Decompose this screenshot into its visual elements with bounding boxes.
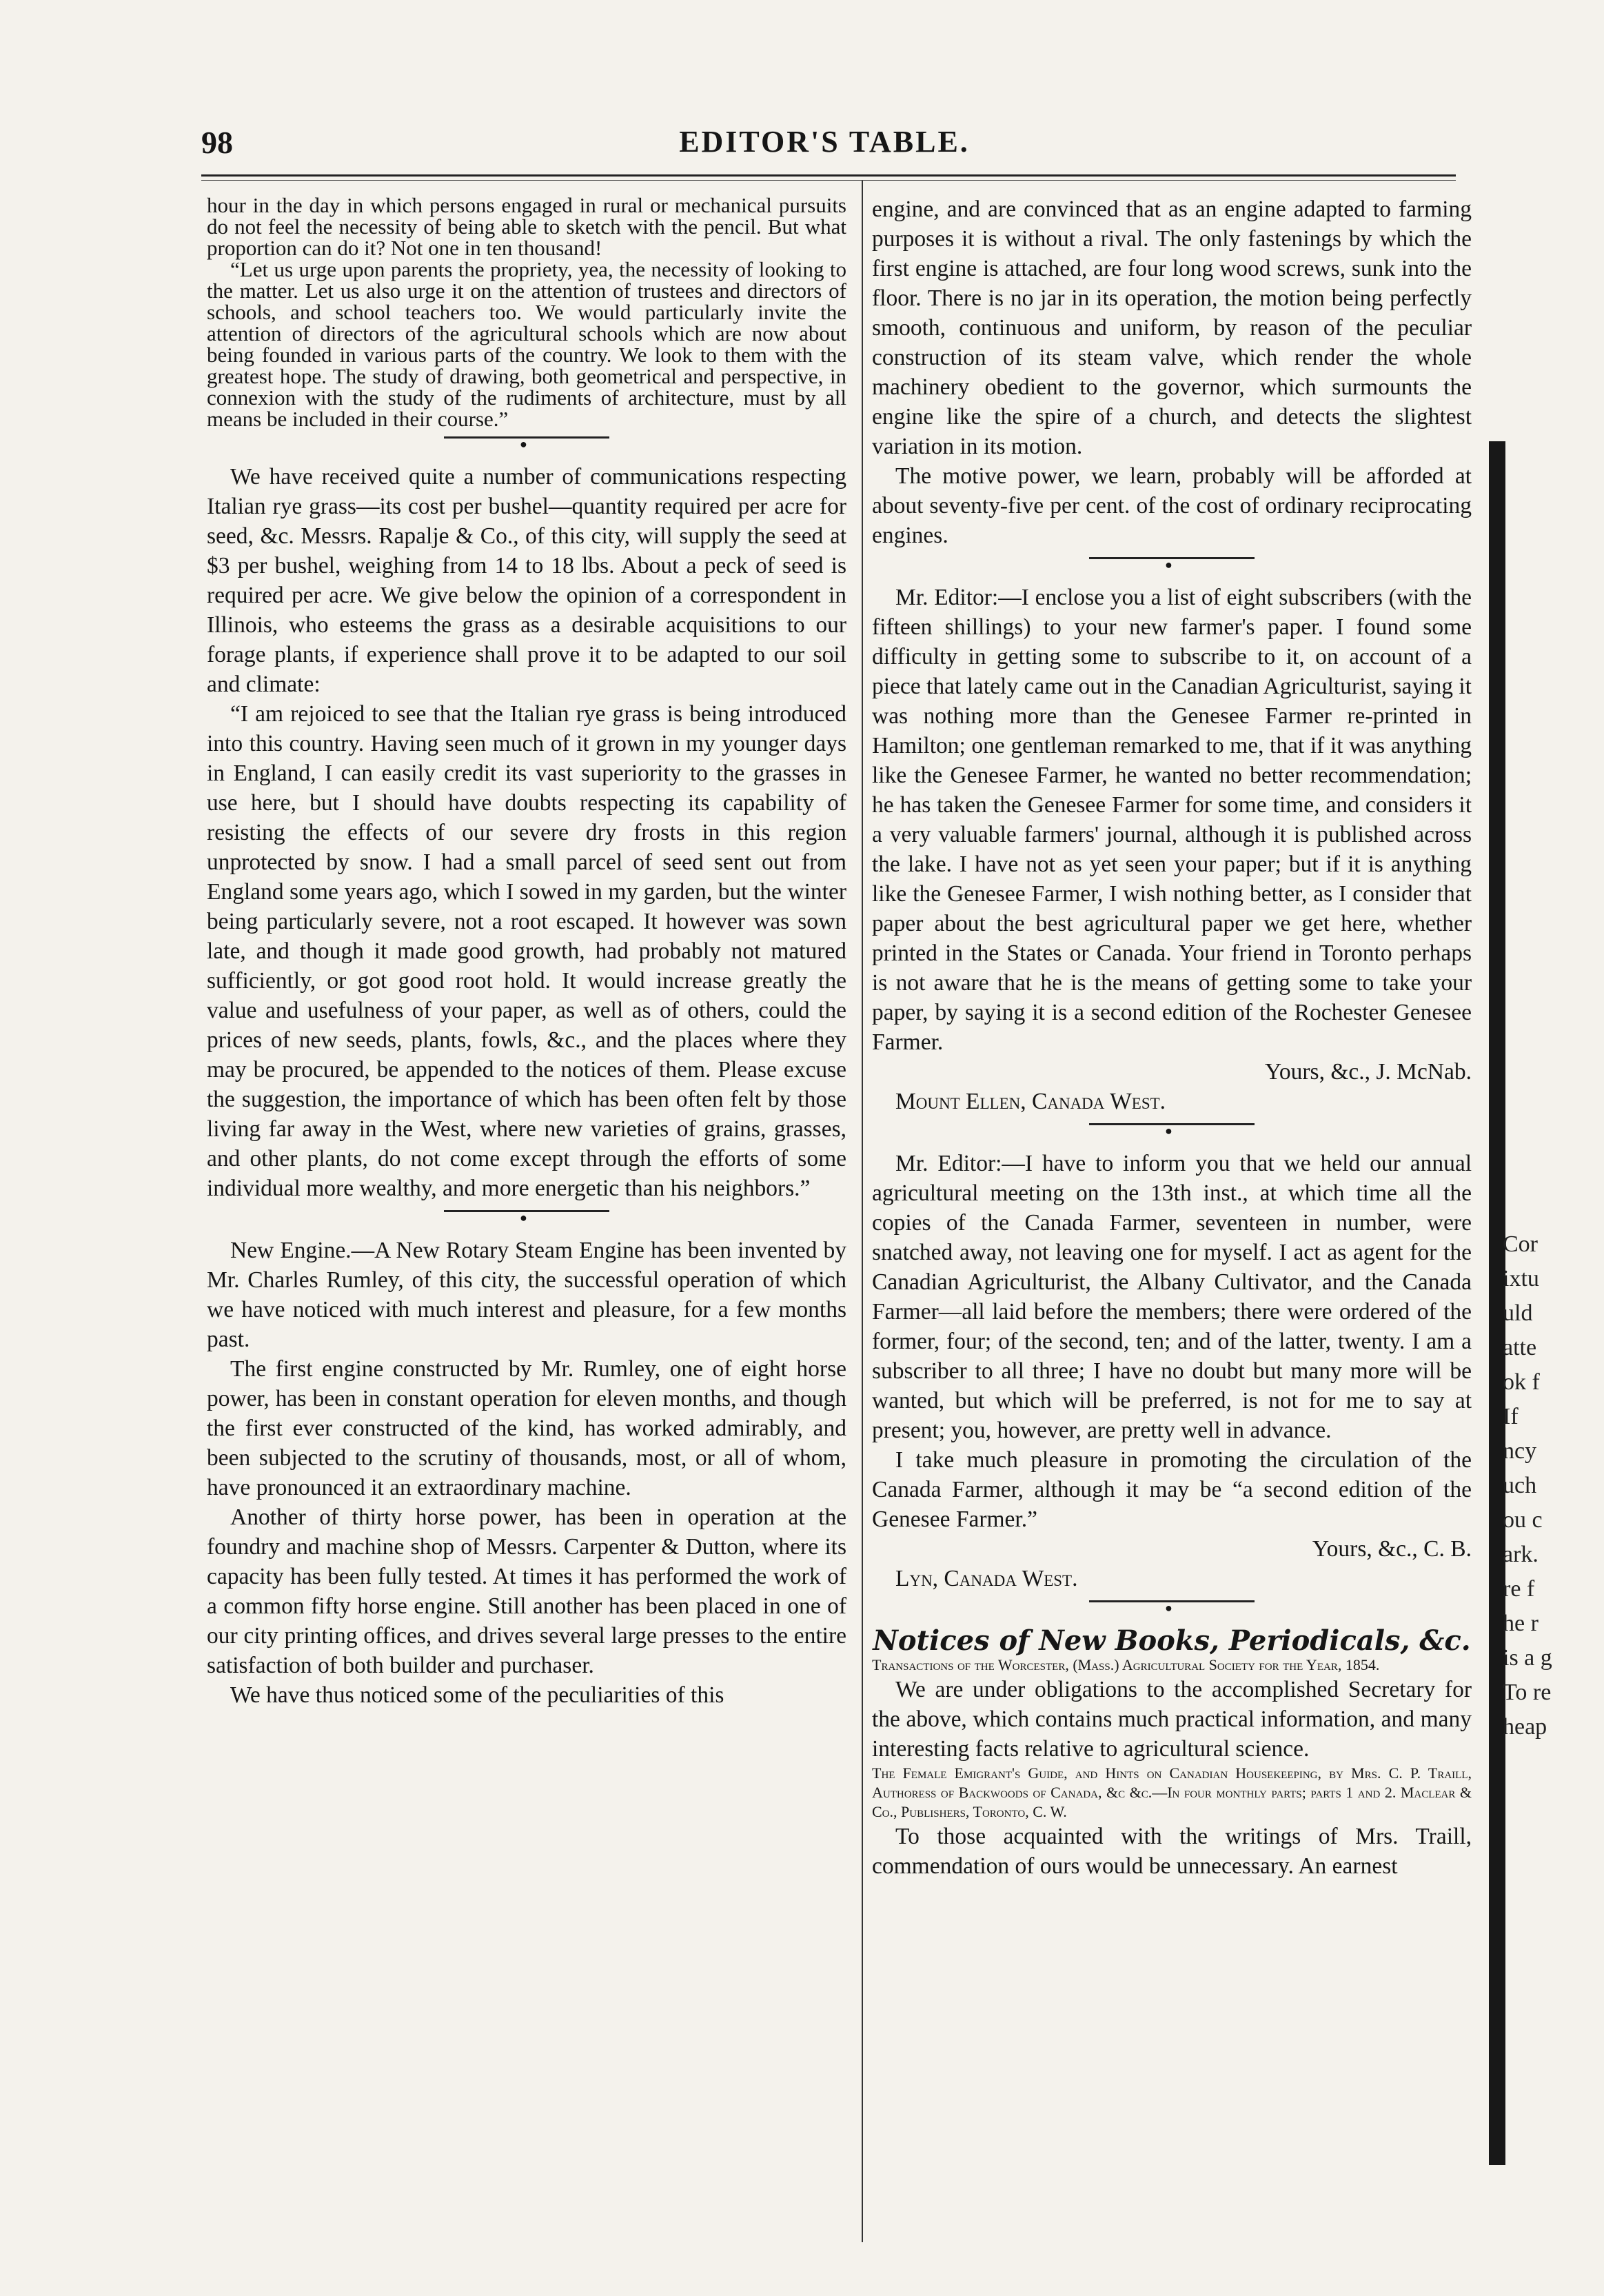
margin-fragment: ou c (1503, 1507, 1543, 1533)
new-engine-third: We have thus noticed some of the peculiarities of this (230, 1682, 724, 1708)
margin-fragment: ok f (1503, 1369, 1540, 1395)
letter-mcnab: Mr. Editor:—I enclose you a list of eight subscribers (with the fifteen shillings) to your new farmer's paper. I found some difficulty in getting some to subscribe to it, on account of a piece that lately came out in the Canadian Agriculturist, saying it was nothing more than the Genesee Farmer re-printed in Hamilton; one gentleman remarked to me, that if it was anything like the Genesee Farmer, he wanted no better recommendation; he has taken the Genesee Farmer for some time, and considers it a very valuable farmers' journal, although it is published across the lake. I have not as yet seen your paper; but if it is anything like the Genesee Farmer, I wish nothing better, as I consider that paper about the best agricultural paper we get here, whether printed in the States or Canada. Your friend in Toronto perhaps is not aware that he is the means of getting some to take your paper, by saying it is a second edition of the Rochester Genesee Farmer. (872, 585, 1472, 1055)
book-review-worcester: We are under obligations to the accomplished Secretary for the above, which contains much practical information, and many interesting facts relative to agricultural science. (872, 1677, 1472, 1762)
margin-fragment: ncy (1503, 1438, 1537, 1464)
notices-heading: Notices of New Books, Periodicals, &c. (873, 1624, 1471, 1657)
section-separator (444, 1210, 609, 1222)
new-engine-intro: New Engine.—A New Rotary Steam Engine has been invented by Mr. Charles Rumley, of this city, the successful operation of which we have noticed with much interest and pleasure, for a few months past. (207, 1238, 846, 1352)
engine-continued: engine, and are convinced that as an engine adapted to farming purposes it is without a rival. The only fastenings by which the first engine is attached, are four long wood screws, sunk into the floor. There is no jar in its operation, the motion being perfectly smooth, continuous and uniform, by reason of the peculiar construction of its steam valve, which render the whole machinery obedient to the governor, which surmounts the engine like the spire of a church, and detects the slightest variation in its motion. (872, 197, 1472, 459)
letter-cb-2: I take much pleasure in promoting the circulation of the Canada Farmer, although it may be “a second edition of the Genesee Farmer.” (872, 1447, 1472, 1532)
running-head: EDITOR'S TABLE. (679, 125, 970, 159)
rye-grass-letter: “I am rejoiced to see that the Italian rye grass is being introduced into this country. Having seen much of it grown in my younger days in England, I can easily credit its vast superiority to the grasses in use here, but I should have doubts respecting its capability of resisting the effects of our severe dry frosts in this region unprotected by snow. I had a small parcel of seed sent out from England some years ago, which I sowed in my garden, but the winter being particularly severe, not a root escaped. It however was sown late, and though it made good growth, had probably not matured sufficiently, or got good root hold. It would increase greatly the value and usefulness of your paper, as well as of others, could the prices of new seeds, plants, fowls, &c., and the places where they may be procured, be appended to the notices of them. Please excuse the suggestion, the importance of which has been often felt by those living far away in the West, where new varieties of grains, grasses, and other plants, do not come except through the efforts of some individual more wealthy, and more energetic than his neighbors.” (207, 701, 846, 1201)
book-title-worcester: Transactions of the Worcester, (Mass.) Agricultural Society for the Year, 1854. (872, 1656, 1380, 1673)
book-title-emigrant: The Female Emigrant's Guide, and Hints on Canadian Housekeeping, by Mrs. C. P. Traill, Authoress of Backwoods of Canada, &c &c.—In four monthly parts; parts 1 and 2. Maclear & Co., Publishers, Toronto, C. W. (872, 1764, 1472, 1820)
book-review-emigrant: To those acquainted with the writings of Mrs. Traill, commendation of ours would be unnecessary. An earnest (872, 1824, 1472, 1879)
margin-fragment: heap (1503, 1714, 1547, 1740)
margin-fragment: is a g (1503, 1645, 1552, 1671)
margin-fragment: To re (1503, 1680, 1552, 1705)
column-divider (862, 181, 863, 2242)
margin-fragment: Cor (1503, 1231, 1538, 1257)
motive-power: The motive power, we learn, probably will be afforded at about seventy-five per cent. of the cost of ordinary reciprocating engines. (872, 463, 1472, 548)
margin-fragments (1503, 1227, 1592, 1744)
signature-cb: Yours, &c., C. B. (1312, 1536, 1472, 1562)
margin-fragment: uch (1503, 1473, 1537, 1498)
right-column (872, 194, 1472, 1881)
new-engine-first: The first engine constructed by Mr. Rumley, one of eight horse power, has been in constant operation for eleven months, and though the first ever constructed of the kind, has worked admirably, and been subjected to the scrutiny of thousands, most, or all of whom, have pronounced it an extraordinary machine. (207, 1356, 846, 1500)
page-header (201, 124, 1448, 165)
place-lyn: Lyn, Canada West. (895, 1566, 1078, 1591)
section-separator (1089, 557, 1255, 569)
header-rule-thin (201, 180, 1456, 181)
section-separator (1089, 1600, 1255, 1612)
margin-fragment: ark. (1503, 1542, 1539, 1567)
margin-fragment: atte (1503, 1335, 1537, 1360)
page-number: 98 (201, 125, 233, 160)
place-mount-ellen: Mount Ellen, Canada West. (895, 1089, 1166, 1114)
margin-fragment: re f (1503, 1576, 1535, 1602)
header-rule (201, 174, 1456, 177)
margin-fragment: ixtu (1503, 1266, 1539, 1291)
letter-cb: Mr. Editor:—I have to inform you that we held our annual agricultural meeting on the 13th inst., at which time all the copies of the Canada Farmer, seventeen in number, were snatched away, not leaving one for myself. I act as agent for the Canadian Agriculturist, the Albany Cultivator, and the Canada Farmer—all laid before the members; there were ordered of the former, four; of the second, ten; and of the latter, twenty. I am a subscriber to all three; I have no doubt but many more will be wanted, but which will be preferred, is not for me to say at present; you, however, are pretty well in advance. (872, 1151, 1472, 1443)
left-column (207, 194, 846, 1710)
new-engine-second: Another of thirty horse power, has been in operation at the foundry and machine shop of Messrs. Carpenter & Dutton, where its capacity has been fully tested. At times it has performed the work of a common fifty horse engine. Still another has been placed in one of our city printing offices, and drives several large presses to the entire satisfaction of both builder and purchaser. (207, 1504, 846, 1678)
signature-mcnab: Yours, &c., J. McNab. (1265, 1059, 1472, 1085)
drawing-quote: “Let us urge upon parents the propriety, yea, the necessity of looking to the matter. Let us also urge it on the attention of trustees and directors of schools, and school teachers too. We would particularly invite the attention of directors of the agricultural schools which are now about being founded in various parts of the country. We look to them with the greatest hope. The study of drawing, both geometrical and perspective, in connexion with the study of the rudiments of architecture, must by all means be included in their course.” (207, 257, 846, 431)
rye-grass-intro: We have received quite a number of communications respecting Italian rye grass—its cost per bushel—quantity required per acre for seed, &c. Messrs. Rapalje & Co., of this city, will supply the seed at $3 per bushel, weighing from 14 to 18 lbs. About a peck of seed is required per acre. We give below the opinion of a correspondent in Illinois, who esteems the grass as a desirable acquisitions to our forage plants, if experience shall prove it to be adapted to our soil and climate: (207, 464, 846, 697)
section-separator (1089, 1123, 1255, 1135)
section-separator (444, 436, 609, 448)
margin-fragment: he r (1503, 1611, 1539, 1636)
drawing-text-1: hour in the day in which persons engaged in rural or mechanical pursuits do not feel the necessity of being able to sketch with the pencil. But what proportion can do it? Not one in ten thousand! (207, 193, 846, 260)
margin-fragment: uld (1503, 1300, 1533, 1326)
margin-fragment: If (1503, 1404, 1519, 1429)
